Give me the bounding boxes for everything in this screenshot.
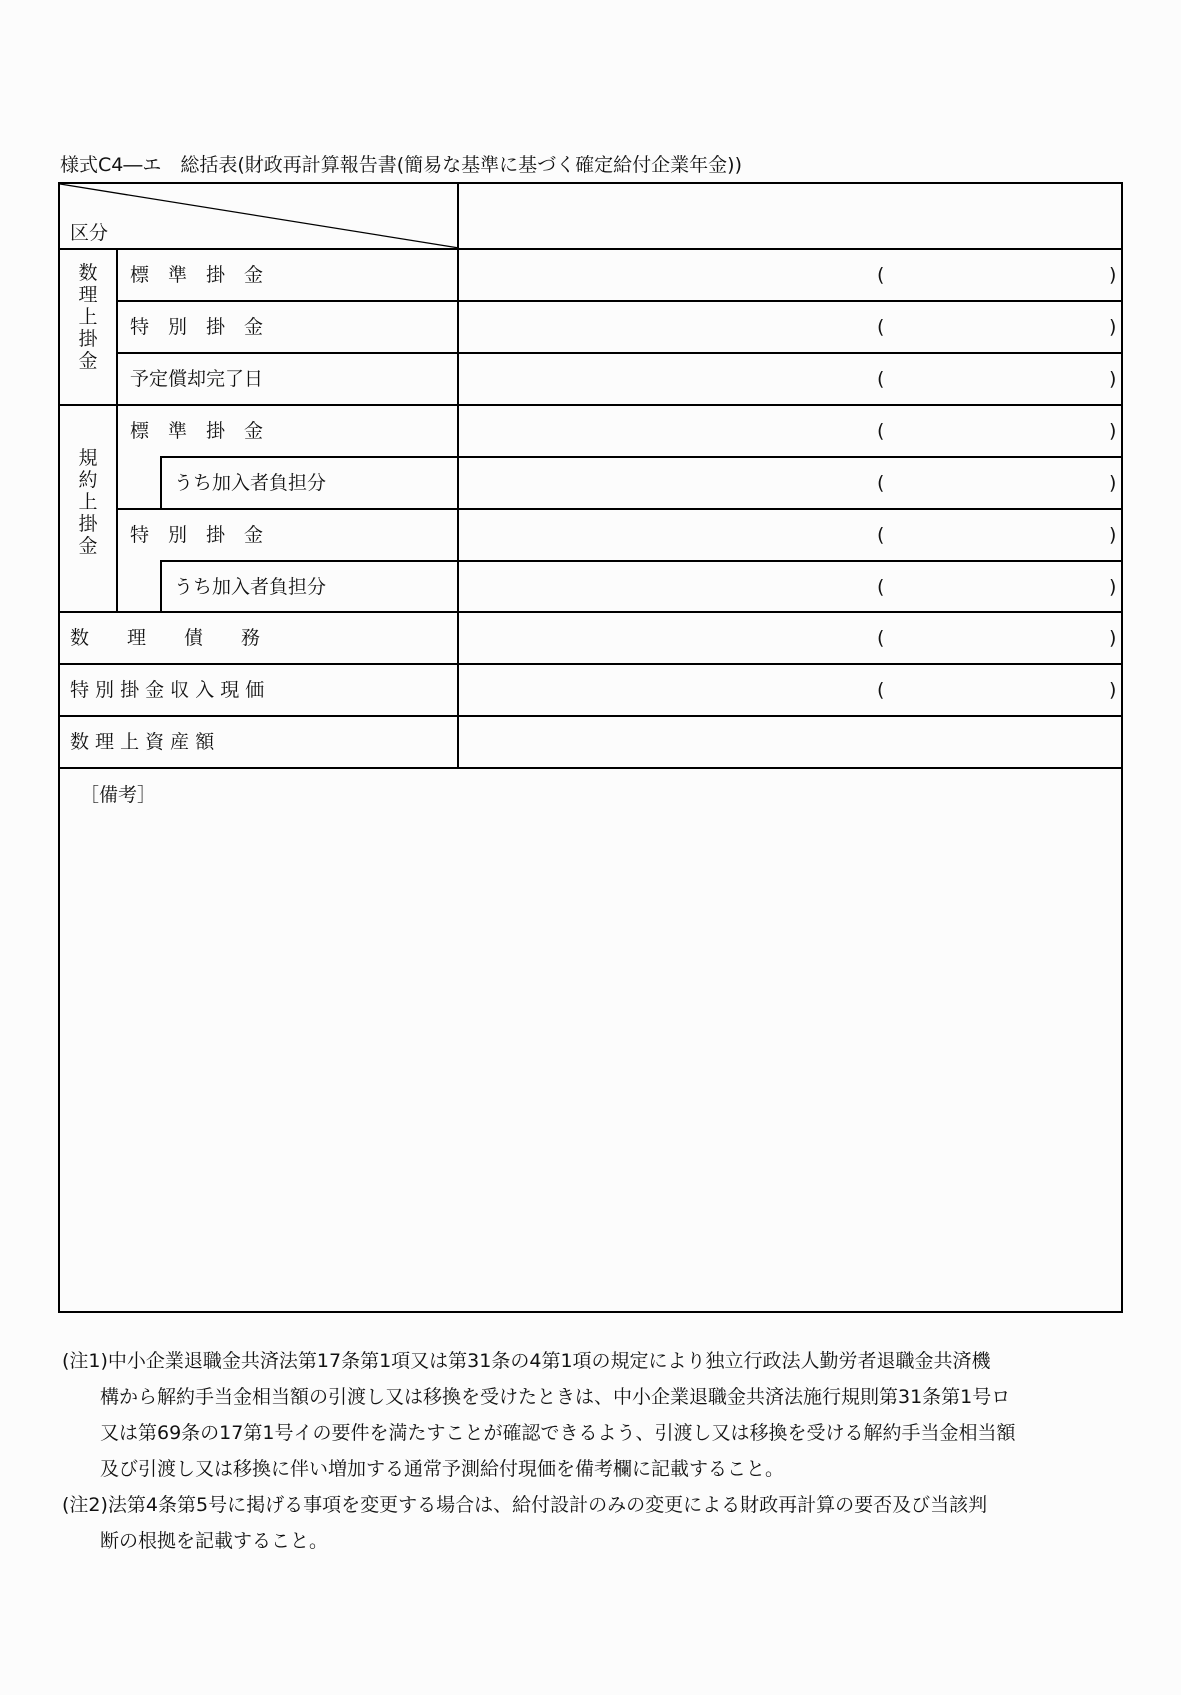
group-divider [116,248,118,612]
form-title: 様式C4―エ 総括表(財政再計算報告書(簡易な基準に基づく確定給付企業年金)) [60,154,743,176]
close-paren: ) [1109,576,1117,598]
row-label: 特 別 掛 金 [130,524,264,546]
sub-divider [160,560,162,612]
row-label: 数 理 上 資 産 額 [70,731,215,753]
open-paren: ( [877,524,885,546]
close-paren: ) [1109,368,1117,390]
row-label: 標 準 掛 金 [130,264,264,286]
open-paren: ( [877,472,885,494]
summary-table [58,182,1123,1313]
row-label: うち加入者負担分 [174,576,327,598]
note-line: 及び引渡し又は移換に伴い増加する通常予測給付現価を備考欄に記載すること。 [62,1458,785,1480]
row-label: 特 別 掛 金 [130,316,264,338]
close-paren: ) [1109,472,1117,494]
open-paren: ( [877,576,885,598]
note-line: 構から解約手当金相当額の引渡し又は移換を受けたときは、中小企業退職金共済法施行規則第31条第1号ロ [62,1386,1011,1408]
open-paren: ( [877,368,885,390]
row-label: 予定償却完了日 [130,368,264,390]
value-cell[interactable] [459,613,1121,663]
close-paren: ) [1109,316,1117,338]
sub-divider [160,456,162,508]
group-label-actuarial-contribution: 数 理 上 掛 金 [78,262,98,372]
value-cell[interactable] [459,302,1121,352]
row-label: 数 理 債 務 [70,627,261,649]
header-kubun-label: 区分 [70,222,109,244]
value-cell[interactable] [459,665,1121,715]
value-cell[interactable] [459,510,1121,560]
open-paren: ( [877,627,885,649]
open-paren: ( [877,420,885,442]
note-line: 又は第69条の17第1号イの要件を満たすことが確認できるよう、引渡し又は移換を受ける解約手当金相当額 [62,1422,1016,1444]
row-label: 特 別 掛 金 収 入 現 価 [70,679,265,701]
value-cell[interactable] [459,717,1121,767]
close-paren: ) [1109,264,1117,286]
open-paren: ( [877,264,885,286]
note-line: 断の根拠を記載すること。 [62,1530,329,1552]
value-cell[interactable] [459,406,1121,456]
value-cell[interactable] [459,562,1121,612]
note-line: (注1)中小企業退職金共済法第17条第1項又は第31条の4第1項の規定により独立行政法人勤労者退職金共済機 [62,1350,991,1372]
close-paren: ) [1109,524,1117,546]
value-cell[interactable] [459,354,1121,404]
diagonal-divider [60,184,460,250]
close-paren: ) [1109,420,1117,442]
row-label: 標 準 掛 金 [130,420,264,442]
remarks-label: ［備考］ [80,784,157,806]
value-cell[interactable] [459,250,1121,300]
row-label: うち加入者負担分 [174,472,327,494]
close-paren: ) [1109,679,1117,701]
note-line: (注2)法第4条第5号に掲げる事項を変更する場合は、給付設計のみの変更による財政再計算の要否及び当該判 [62,1494,988,1516]
remarks-area[interactable] [60,769,1121,1311]
value-cell[interactable] [459,458,1121,508]
open-paren: ( [877,679,885,701]
group-label-regulation-contribution: 規 約 上 掛 金 [78,447,98,557]
open-paren: ( [877,316,885,338]
close-paren: ) [1109,627,1117,649]
